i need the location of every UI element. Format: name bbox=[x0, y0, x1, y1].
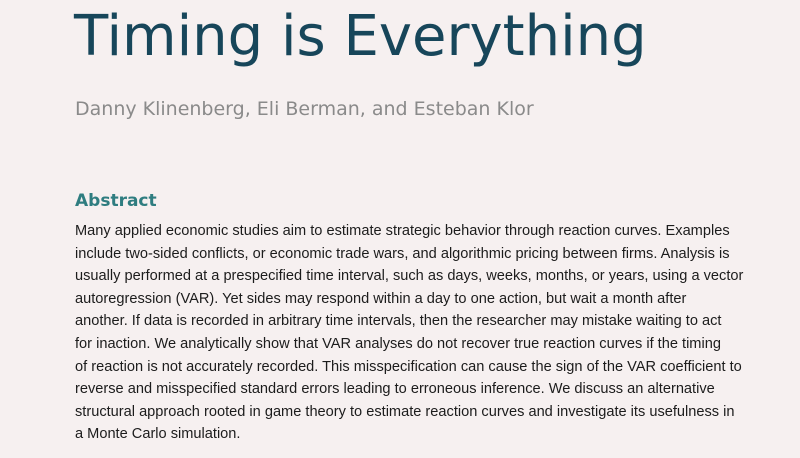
abstract-line: of reaction is not accurately recorded. This misspecification can cause the sign of the VAR coefficient to bbox=[75, 358, 742, 375]
abstract-line: a Monte Carlo simulation. bbox=[75, 426, 241, 443]
abstract-body bbox=[75, 220, 775, 446]
paper-title: Timing is Everything bbox=[74, 4, 647, 69]
abstract-line: reverse and misspecified standard errors leading to erroneous inference. We discuss an alternative bbox=[75, 381, 715, 398]
abstract-heading: Abstract bbox=[75, 191, 157, 211]
abstract-line: another. If data is recorded in arbitrary time intervals, then the researcher may mistake waiting to act bbox=[75, 313, 722, 330]
abstract-line: usually performed at a prespecified time interval, such as days, weeks, months, or years, using a vector bbox=[75, 268, 744, 285]
paper-authors: Danny Klinenberg, Eli Berman, and Esteban Klor bbox=[75, 98, 534, 120]
abstract-line: autoregression (VAR). Yet sides may respond within a day to one action, but wait a month after bbox=[75, 290, 687, 307]
abstract-line: structural approach rooted in game theory to estimate reaction curves and investigate its usefulness in bbox=[75, 403, 735, 420]
abstract-line: for inaction. We analytically show that VAR analyses do not recover true reaction curves if the timing bbox=[75, 335, 721, 352]
abstract-line: include two-sided conflicts, or economic trade wars, and algorithmic pricing between firms. Analysis is bbox=[75, 245, 730, 262]
abstract-line: Many applied economic studies aim to estimate strategic behavior through reaction curves. Examples bbox=[75, 223, 730, 239]
